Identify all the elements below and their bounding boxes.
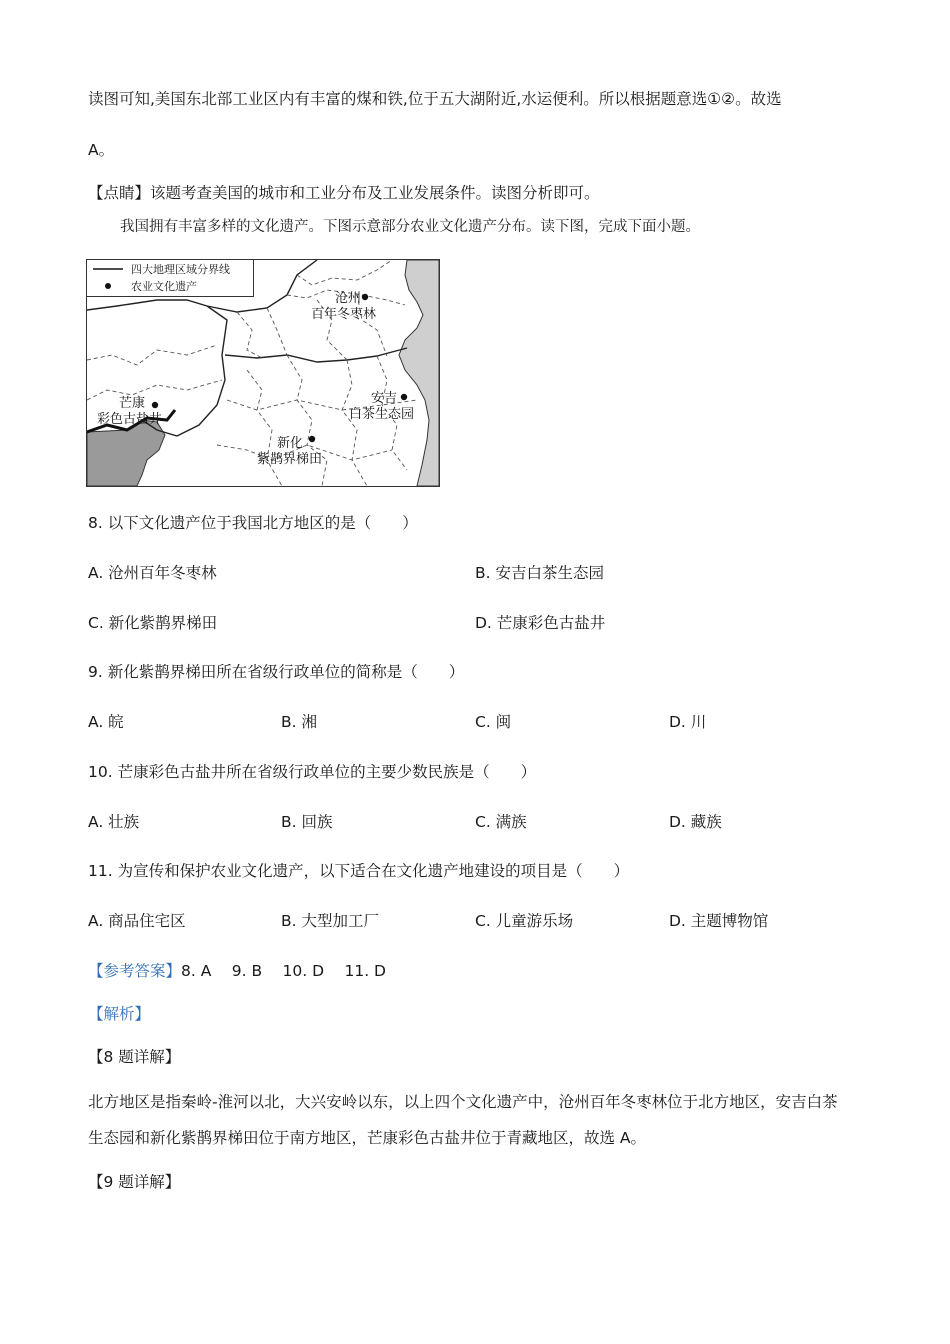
intro-line-1: 读图可知,美国东北部工业区内有丰富的煤和铁,位于五大湖附近,水运便利。所以根据题意选①②。故选 [88, 90, 782, 108]
question-8-option-a: A. 沧州百年冬枣林 [88, 564, 217, 582]
question-9-option-a: A. 皖 [88, 713, 124, 731]
detail-8-line-2: 生态园和新化紫鹊界梯田位于南方地区，芒康彩色古盐井位于青藏地区，故选 A。 [88, 1129, 647, 1147]
site-label-xinhua-name: 新化 [277, 436, 304, 451]
question-10-option-c: C. 满族 [475, 813, 527, 831]
detail-9-title: 【9 题详解】 [88, 1173, 181, 1191]
map-legend [87, 260, 254, 297]
site-label-xinhua-desc: 紫鹊界梯田 [257, 452, 323, 467]
jiexi-tag: 【解析】 [88, 1005, 151, 1023]
site-label-mangkang-name: 芒康 [119, 396, 146, 411]
question-11-option-a: A. 商品住宅区 [88, 912, 186, 930]
question-11-stem: 11. 为宣传和保护农业文化遗产，以下适合在文化遗产地建设的项目是（ ） [88, 862, 630, 880]
question-9-option-d: D. 川 [669, 713, 707, 731]
detail-8-title: 【8 题详解】 [88, 1048, 181, 1066]
dianjing-text: 该题考查美国的城市和工业分布及工业发展条件。读图分析即可。 [150, 184, 600, 202]
question-11-option-d: D. 主题博物馆 [669, 912, 769, 930]
site-label-anji-desc: 白茶生态园 [349, 407, 415, 422]
heritage-map [86, 259, 440, 487]
question-8-option-d: D. 芒康彩色古盐井 [475, 614, 606, 632]
legend-symbols [87, 260, 127, 296]
answer-tag: 【参考答案】 [88, 962, 182, 980]
site-dot-mangkang [152, 402, 158, 408]
dianjing-tag: 【点睛】 [88, 184, 151, 202]
question-10-option-a: A. 壮族 [88, 813, 140, 831]
question-10-option-d: D. 藏族 [669, 813, 722, 831]
site-label-anji-name: 安吉 [371, 391, 398, 406]
legend-heritage-label: 农业文化遗产 [131, 280, 197, 293]
site-label-cangzhou-name: 沧州 [335, 291, 362, 306]
answer-line [88, 960, 386, 982]
site-label-mangkang-desc: 彩色古盐井 [97, 412, 163, 427]
question-stem: 我国拥有丰富多样的文化遗产。下图示意部分农业文化遗产分布。读下图，完成下面小题。 [120, 219, 700, 235]
dianjing-paragraph [88, 182, 600, 204]
question-9-option-c: C. 闽 [475, 713, 512, 731]
question-11-option-c: C. 儿童游乐场 [475, 912, 574, 930]
site-dot-xinhua [309, 436, 315, 442]
question-9-option-b: B. 湘 [281, 713, 317, 731]
question-10-stem: 10. 芒康彩色古盐井所在省级行政单位的主要少数民族是（ ） [88, 763, 537, 781]
question-10-option-b: B. 回族 [281, 813, 333, 831]
legend-boundary-label: 四大地理区域分界线 [131, 263, 230, 276]
question-8-stem: 8. 以下文化遗产位于我国北方地区的是（ ） [88, 514, 418, 532]
site-dot-anji [401, 394, 407, 400]
question-11-option-b: B. 大型加工厂 [281, 912, 379, 930]
intro-line-2: A。 [88, 141, 115, 159]
detail-8-line-1: 北方地区是指秦岭-淮河以北，大兴安岭以东，以上四个文化遗产中，沧州百年冬枣林位于北方地区，安吉白茶 [88, 1093, 838, 1111]
answer-text: 8. A 9. B 10. D 11. D [181, 962, 386, 980]
site-label-cangzhou-desc: 百年冬枣林 [311, 307, 377, 322]
question-9-stem: 9. 新化紫鹊界梯田所在省级行政单位的简称是（ ） [88, 663, 465, 681]
site-dot-cangzhou [362, 294, 368, 300]
question-8-option-c: C. 新化紫鹊界梯田 [88, 614, 218, 632]
question-8-option-b: B. 安吉白茶生态园 [475, 564, 604, 582]
